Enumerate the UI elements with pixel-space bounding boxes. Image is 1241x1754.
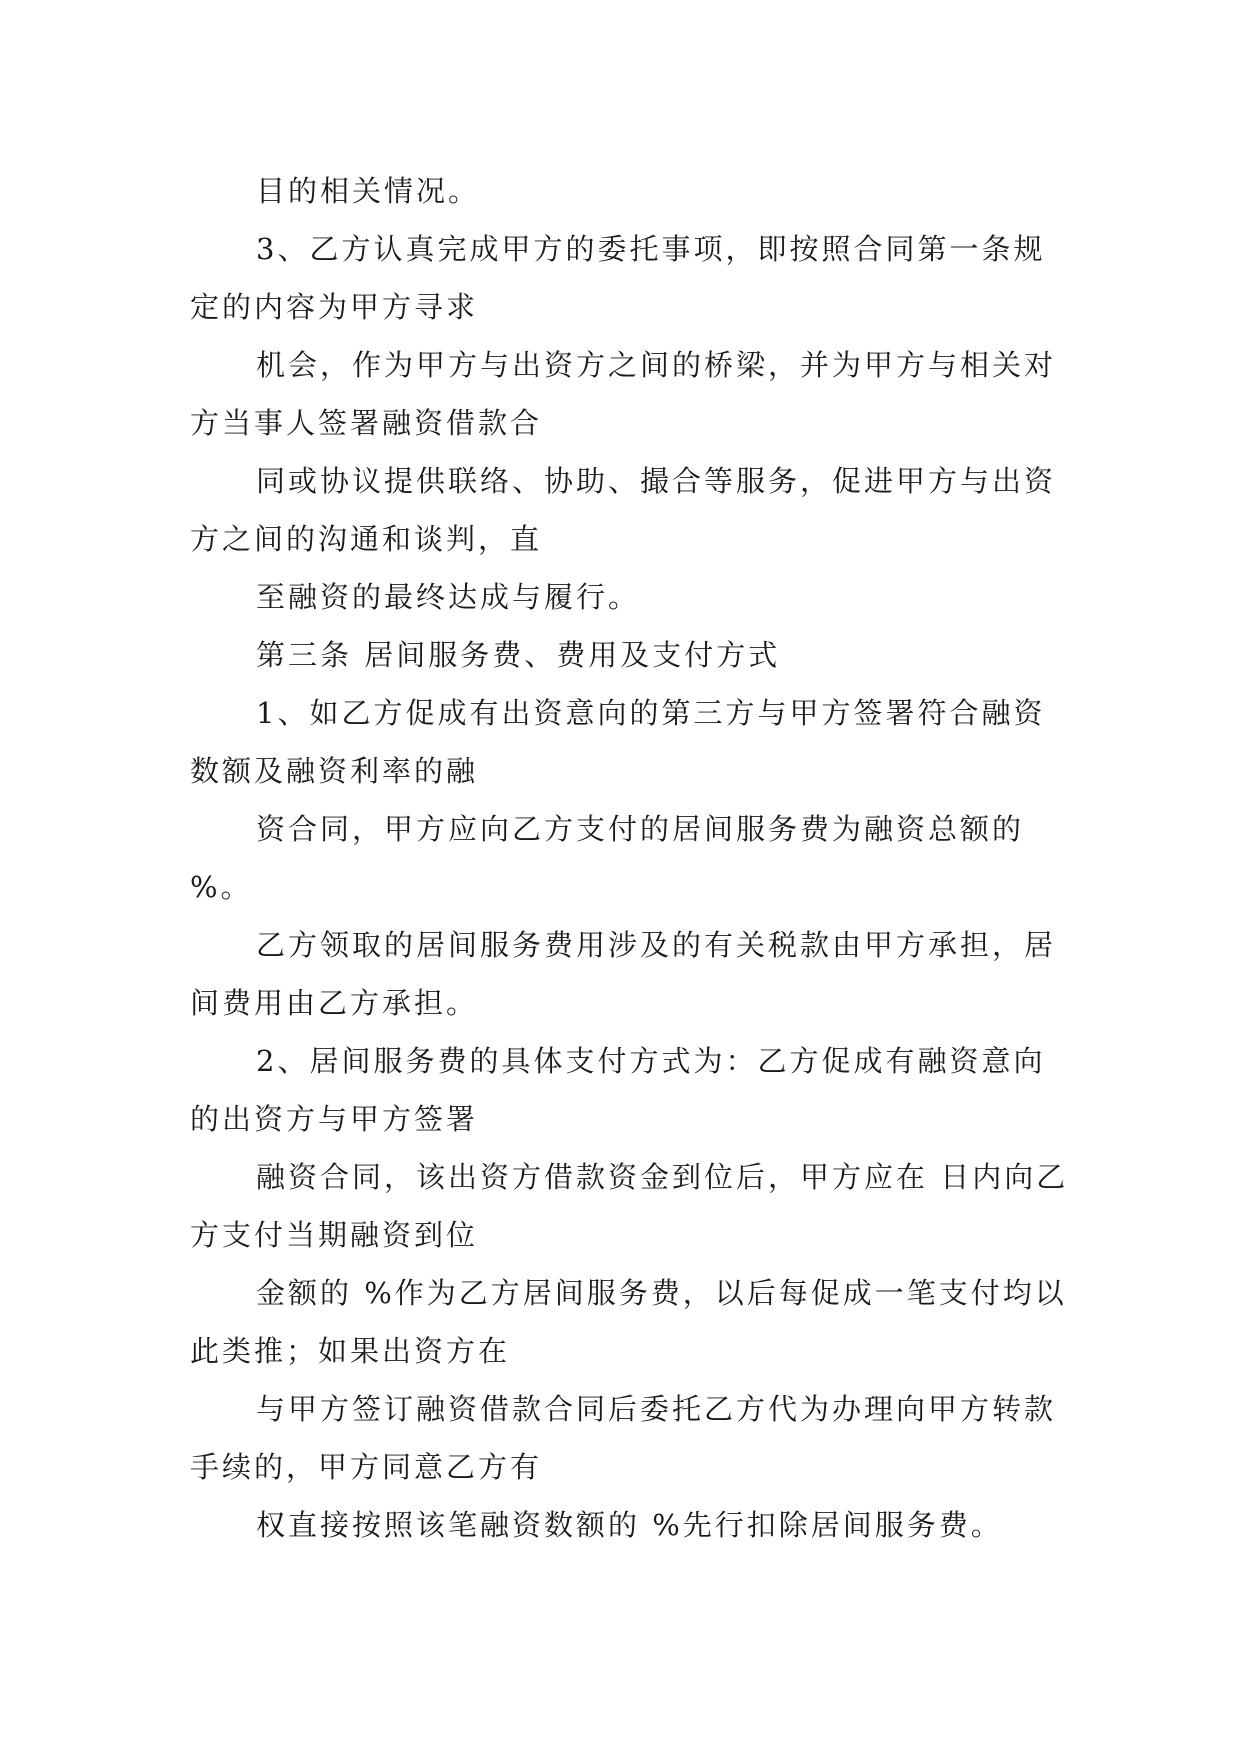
paragraph: 目的相关情况。	[256, 174, 481, 208]
paragraph: 机会，作为甲方与出资方之间的桥梁，并为甲方与相关对方当事人签署融资借款合	[190, 348, 1057, 440]
paragraph: 资合同，甲方应向乙方支付的居间服务费为融资总额的 %。	[190, 812, 1025, 904]
paragraph: 与甲方签订融资借款合同后委托乙方代为办理向甲方转款手续的，甲方同意乙方有	[190, 1392, 1057, 1484]
paragraph: 金额的 %作为乙方居间服务费，以后每促成一笔支付均以此类推；如果出资方在	[190, 1276, 1067, 1368]
paragraph: 乙方领取的居间服务费用涉及的有关税款由甲方承担，居间费用由乙方承担。	[190, 928, 1057, 1020]
section-heading: 第三条 居间服务费、费用及支付方式	[256, 638, 781, 672]
paragraph: 权直接按照该笔融资数额的 %先行扣除居间服务费。	[256, 1508, 1003, 1542]
paragraph: 融资合同，该出资方借款资金到位后，甲方应在 日内向乙方支付当期融资到位	[190, 1160, 1069, 1252]
document-body	[190, 162, 1070, 1554]
paragraph: 3、乙方认真完成甲方的委托事项，即按照合同第一条规定的内容为甲方寻求	[190, 232, 1046, 324]
paragraph: 1、如乙方促成有出资意向的第三方与甲方签署符合融资数额及融资利率的融	[190, 696, 1046, 788]
paragraph: 同或协议提供联络、协助、撮合等服务，促进甲方与出资方之间的沟通和谈判，直	[190, 464, 1057, 556]
paragraph: 至融资的最终达成与履行。	[256, 580, 641, 614]
paragraph: 2、居间服务费的具体支付方式为：乙方促成有融资意向的出资方与甲方签署	[190, 1044, 1046, 1136]
